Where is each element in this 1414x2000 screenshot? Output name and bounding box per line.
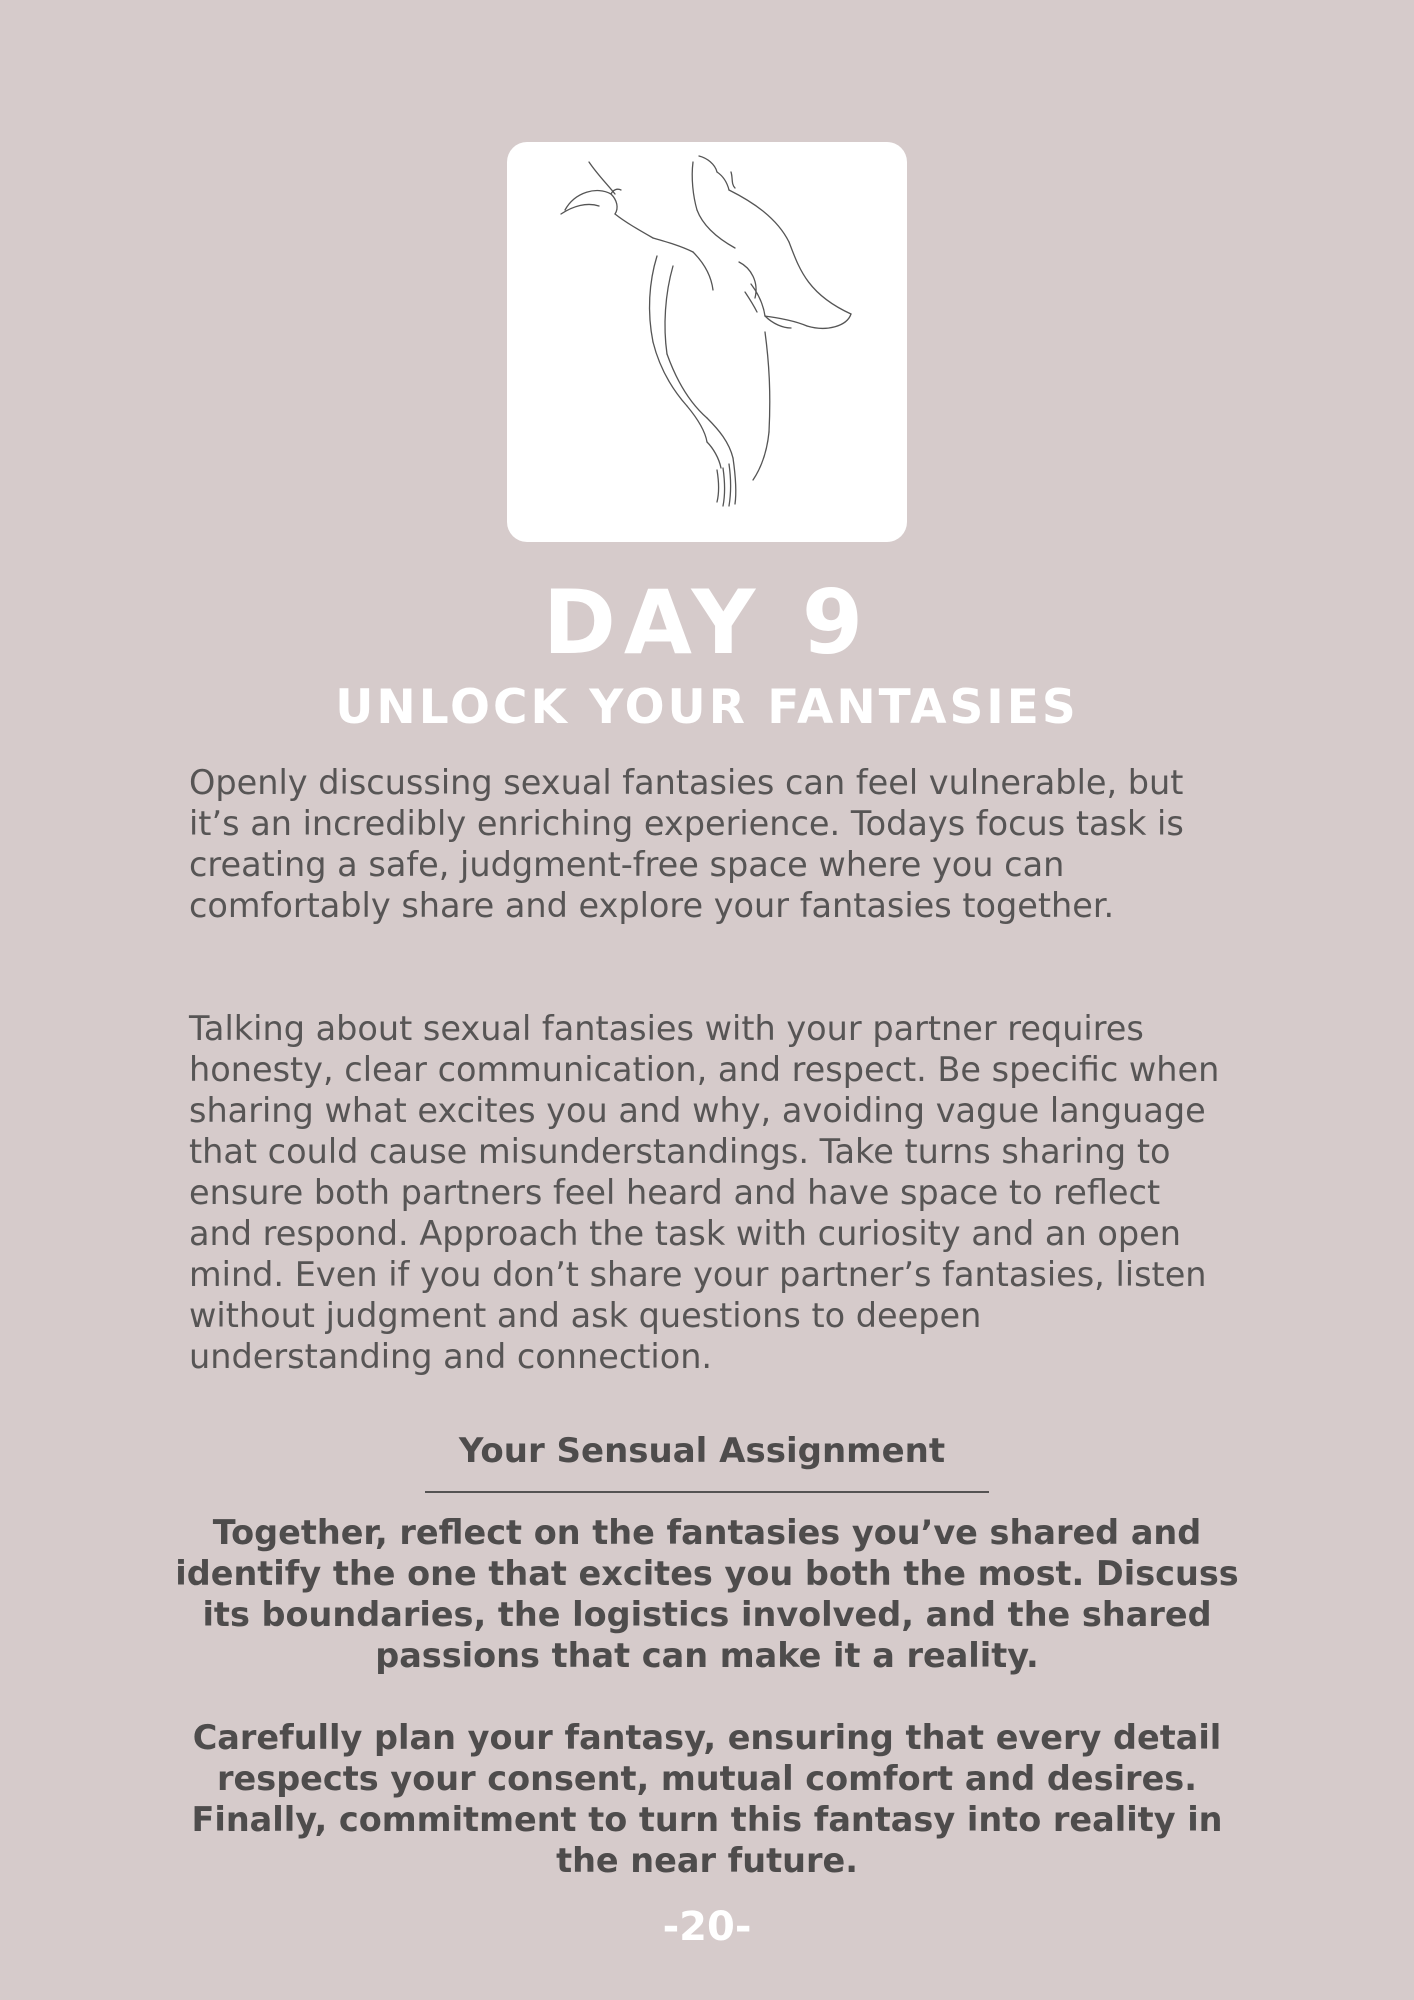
assignment-heading: Your Sensual Assignment bbox=[458, 1431, 946, 1471]
day-title: DAY 9 bbox=[542, 571, 872, 674]
assignment-paragraph: Together, reflect on the fantasies you’ve shared and identify the one that excites you both the most. Discuss its boundaries, the logistics involved, and the shared passions that can make it a reality. bbox=[175, 1513, 1239, 1675]
assignment-paragraph: Carefully plan your fantasy, ensuring that every detail respects your consent, mutual comfort and desires. Finally, commitment to turn this fantasy into reality in the near future. bbox=[191, 1718, 1223, 1880]
embracing-couple-icon bbox=[507, 142, 907, 542]
couple-illustration bbox=[507, 142, 907, 542]
assignment-divider bbox=[425, 1491, 989, 1493]
page-subtitle: UNLOCK YOUR FANTASIES bbox=[335, 680, 1079, 735]
guidance-paragraph: Talking about sexual fantasies with your partner requires honesty, clear communication, and respect. Be specific when sharing what excites you and why, avoiding vague language that could cause misunderstandings. Take turns sharing to ensure both partners feel heard and have space to reflect and respond. Approach the task with curiosity and an open mind. Even if you don’t share your partner’s fantasies, listen without judgment and ask questions to deepen understanding and connection. bbox=[189, 1009, 1220, 1376]
page-number: -20- bbox=[662, 1904, 752, 1950]
intro-paragraph: Openly discussing sexual fantasies can feel vulnerable, but it’s an incredibly enriching experience. Todays focus task is creating a safe, judgment-free space where you can comfortably share and explore your fantasies together. bbox=[189, 763, 1184, 925]
